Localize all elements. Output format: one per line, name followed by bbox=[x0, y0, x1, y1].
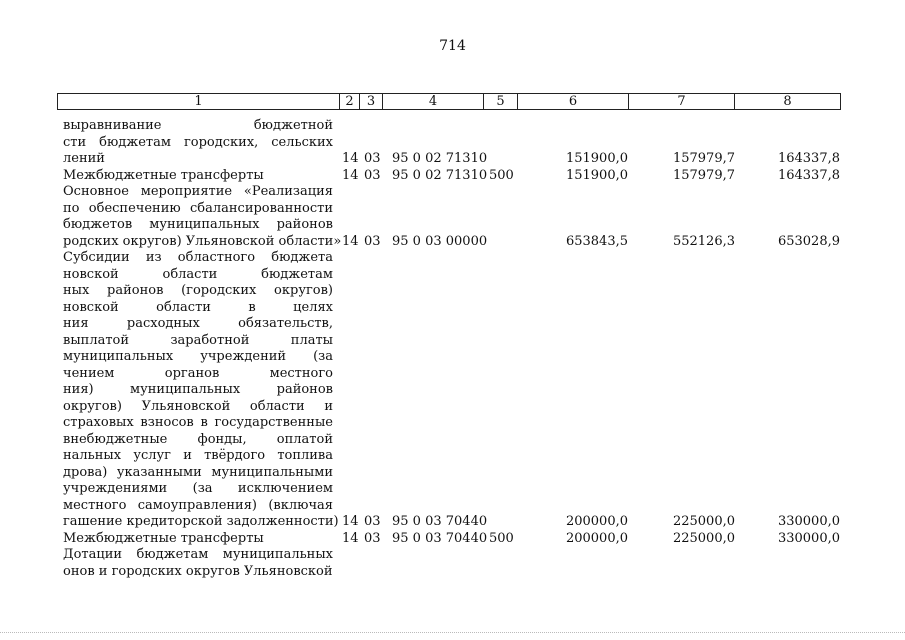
page-number: 714 bbox=[439, 38, 466, 54]
description-line: выплатой заработной платы bbox=[63, 332, 333, 348]
header-col-3: 3 bbox=[360, 94, 383, 109]
cell-c6: 200000,0 bbox=[565, 530, 628, 546]
cell-c5: 500 bbox=[489, 167, 514, 183]
cell-c6: 653843,5 bbox=[565, 233, 628, 249]
description-line: округов) Ульяновской области и bbox=[63, 398, 333, 414]
cell-c7: 157979,7 bbox=[672, 167, 735, 183]
description-line: Дотации бюджетам муниципальных bbox=[63, 547, 333, 562]
cell-c8: 330000,0 bbox=[777, 530, 840, 546]
description-line: новской области бюджетам bbox=[63, 266, 333, 282]
row-description bbox=[63, 168, 333, 185]
cell-c3: 03 bbox=[364, 167, 381, 183]
description-line: ния) муниципальных районов bbox=[63, 382, 333, 397]
description-line: выравнивание бюджетной bbox=[63, 118, 333, 133]
cell-c8: 164337,8 bbox=[777, 167, 840, 183]
header-col-2: 2 bbox=[340, 94, 360, 109]
description-line: гашение кредиторской задолженности) bbox=[63, 514, 339, 529]
description-line: сти бюджетам городских, сельских bbox=[63, 134, 333, 150]
cell-c2: 14 bbox=[342, 514, 359, 529]
header-col-4: 4 bbox=[383, 94, 484, 109]
cell-c5: 500 bbox=[489, 530, 514, 546]
cell-c6: 200000,0 bbox=[565, 514, 628, 529]
cell-c4: 95 0 03 70440 bbox=[392, 514, 488, 529]
row-description bbox=[63, 118, 333, 168]
cell-c2: 14 bbox=[342, 233, 359, 249]
cell-c3: 03 bbox=[364, 530, 381, 546]
cell-c8: 164337,8 bbox=[777, 151, 840, 166]
cell-c4: 95 0 02 71310 bbox=[392, 167, 488, 183]
description-line: Субсидии из областного бюджета bbox=[63, 250, 333, 265]
cell-c7: 552126,3 bbox=[672, 233, 735, 249]
cell-c7: 157979,7 bbox=[672, 151, 735, 166]
cell-c3: 03 bbox=[364, 514, 381, 529]
description-line: чением органов местного bbox=[63, 365, 333, 381]
description-line: новской области в целях bbox=[63, 299, 333, 315]
header-col-8: 8 bbox=[783, 94, 792, 109]
table-header bbox=[57, 93, 841, 110]
row-description bbox=[63, 531, 333, 548]
header-col-1: 1 bbox=[58, 94, 340, 109]
cell-c3: 03 bbox=[364, 233, 381, 249]
description-line: родских округов) Ульяновской области» bbox=[63, 233, 342, 249]
cell-c2: 14 bbox=[342, 530, 359, 546]
cell-c6: 151900,0 bbox=[565, 167, 628, 183]
description-line: лений bbox=[63, 151, 105, 166]
cell-c6: 151900,0 bbox=[565, 151, 628, 166]
description-line: нальных услуг и твёрдого топлива bbox=[63, 448, 333, 463]
row-description bbox=[63, 184, 342, 250]
description-line: бюджетов муниципальных районов bbox=[63, 217, 333, 232]
description-line: ния расходных обязательств, bbox=[63, 316, 333, 331]
row-description bbox=[63, 547, 333, 580]
description-line: ных районов (городских округов) bbox=[63, 283, 333, 298]
description-line: внебюджетные фонды, оплатой bbox=[63, 431, 333, 447]
description-line: Основное мероприятие «Реализация bbox=[63, 184, 333, 199]
description-line: по обеспечению сбалансированности bbox=[63, 200, 333, 216]
header-col-5: 5 bbox=[484, 94, 518, 109]
cell-c4: 95 0 02 71310 bbox=[392, 151, 488, 166]
cell-c4: 95 0 03 00000 bbox=[392, 233, 488, 249]
description-line: учреждениями (за исключением bbox=[63, 481, 333, 496]
cell-c7: 225000,0 bbox=[672, 530, 735, 546]
description-line: страховых взносов в государственные bbox=[63, 415, 333, 430]
cell-c2: 14 bbox=[342, 167, 359, 183]
cell-c3: 03 bbox=[364, 151, 381, 166]
description-line: онов и городских округов Ульяновской bbox=[63, 563, 333, 579]
row-description bbox=[63, 250, 339, 531]
header-col-6: 6 bbox=[518, 94, 629, 109]
description-line: Межбюджетные трансферты bbox=[63, 530, 264, 546]
cell-c2: 14 bbox=[342, 151, 359, 166]
cell-c4: 95 0 03 70440 bbox=[392, 530, 488, 546]
cell-c7: 225000,0 bbox=[672, 514, 735, 529]
description-line: муниципальных учреждений (за bbox=[63, 349, 333, 364]
scan-edge-divider bbox=[0, 632, 905, 635]
cell-c8: 330000,0 bbox=[777, 514, 840, 529]
cell-c8: 653028,9 bbox=[777, 233, 840, 249]
description-line: местного самоуправления) (включая bbox=[63, 497, 333, 513]
description-line: дрова) указанными муниципальными bbox=[63, 464, 333, 480]
header-col-7: 7 bbox=[629, 94, 735, 109]
description-line: Межбюджетные трансферты bbox=[63, 167, 264, 183]
